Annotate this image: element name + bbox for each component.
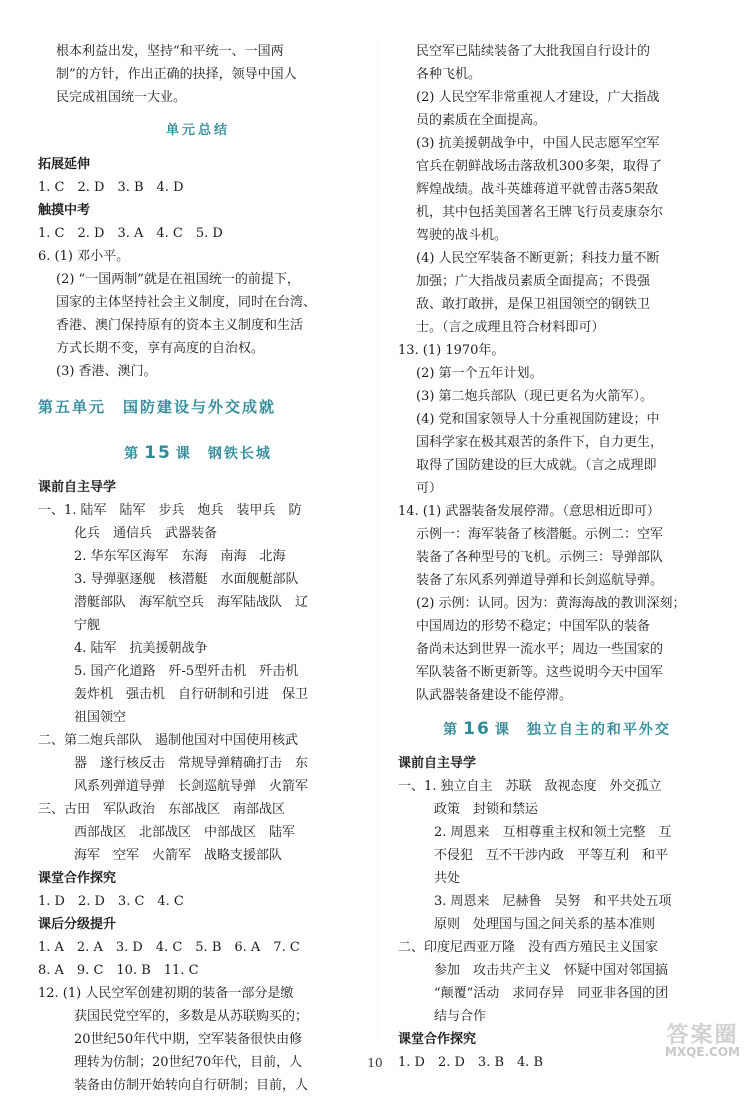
text-line: 获国民党空军的，多数是从苏联购买的； xyxy=(74,1009,309,1024)
text-line: 敌、敢打敢拼，是保卫祖国领空的钢铁卫 xyxy=(416,297,651,312)
text-line: 参加 攻击共产主义 怀疑中国对邻国搞 xyxy=(434,963,669,978)
column-divider xyxy=(377,40,378,1040)
text-line: 理转为仿制；20世纪70年代，目前，人 xyxy=(74,1055,303,1070)
lesson-number: 16 xyxy=(463,719,491,739)
subsection-heading: 课堂合作探究 xyxy=(398,1032,477,1047)
text-line: (3) 抗美援朝战争中，中国人民志愿军空军 xyxy=(416,136,660,151)
text-line: 3. 周恩来 尼赫鲁 吴努 和平共处五项 xyxy=(434,894,672,909)
text-line: (2) 第一个五年计划。 xyxy=(416,366,543,381)
subsection-heading: 课后分级提升 xyxy=(38,917,117,932)
text-line: 官兵在朝鲜战场击落敌机300多架，取得了 xyxy=(416,159,662,174)
text-line: 1. A 2. A 3. D 4. C 5. B 6. A 7. C xyxy=(38,940,300,955)
text-line: 化兵 通信兵 武器装备 xyxy=(74,526,218,541)
subsection-heading: 课前自主导学 xyxy=(38,480,117,495)
text-line: (2) 人民空军非常重视人才建设，广大指战 xyxy=(416,90,660,105)
text-line: (2) 示例：认同。因为：黄海海战的教训深刻； xyxy=(416,596,686,611)
section-heading: 单元总结 xyxy=(165,123,230,138)
text-line: 装备了东风系列弹道导弹和长剑巡航导弹。 xyxy=(416,573,664,588)
text-line: 员的素质在全面提高。 xyxy=(416,113,547,128)
lesson-prefix: 第 xyxy=(443,722,460,738)
text-line: 士。（言之成理且符合材料即可） xyxy=(416,320,605,335)
text-line: 驾驶的战斗机。 xyxy=(416,228,508,243)
text-line: 二、印度尼西亚万隆 没有西方殖民主义国家 xyxy=(398,940,659,955)
text-line: 潜艇部队 海军航空兵 海军陆战队 辽 xyxy=(74,595,309,610)
text-line: 2. 周恩来 互相尊重主权和领土完整 互 xyxy=(434,825,672,840)
text-line: 原则 处理国与国之间关系的基本准则 xyxy=(434,917,656,932)
text-line: 8. A 9. C 10. B 11. C xyxy=(38,963,199,978)
text-line: 祖国领空 xyxy=(74,710,127,725)
text-line: “颠覆”活动 求同存异 同亚非各国的团 xyxy=(434,986,669,1001)
text-line: 1. C 2. D 3. A 4. C 5. D xyxy=(38,226,223,241)
text-line: 14. (1) 武器装备发展停滞。（意思相近即可） xyxy=(398,504,660,519)
lesson-title xyxy=(398,707,716,752)
text-line: 12. (1) 人民空军创建初期的装备一部分是缴 xyxy=(38,986,294,1001)
text-line: 2. 华东军区海军 东海 南海 北海 xyxy=(74,549,286,564)
watermark-url: MXQE.COM xyxy=(664,1045,740,1059)
lesson-name: 课 独立自主的和平外交 xyxy=(494,722,671,738)
text-line: 1. D 2. D 3. B 4. B xyxy=(398,1055,544,1070)
text-line: 各种飞机。 xyxy=(416,67,482,82)
text-line: (4) 人民空军装备不断更新；科技力量不断 xyxy=(416,251,660,266)
text-line: 民完成祖国统一大业。 xyxy=(56,90,187,105)
text-line: 国科学家在极其艰苦的条件下，自力更生， xyxy=(416,435,664,450)
left-column xyxy=(38,40,358,1097)
text-line: 宁舰 xyxy=(74,618,101,633)
text-line: 不侵犯 互不干涉内政 平等互利 和平 xyxy=(434,848,669,863)
text-line: 机，其中包括美国著名王牌飞行员麦康奈尔 xyxy=(416,205,664,220)
watermark-logo xyxy=(664,1023,740,1060)
text-line: 根本利益出发，坚持“和平统一、一国两 xyxy=(56,44,284,59)
text-line: 5. 国产化道路 歼-5型歼击机 歼击机 xyxy=(74,664,299,679)
text-line: (2) “一国两制”就是在祖国统一的前提下， xyxy=(56,272,300,287)
text-line: 西部战区 北部战区 中部战区 陆军 xyxy=(74,825,296,840)
lesson-prefix: 第 xyxy=(124,446,141,462)
text-line: 4. 陆军 抗美援朝战争 xyxy=(74,641,208,656)
text-line: 方式长期不变，享有高度的自治权。 xyxy=(56,341,265,356)
text-line: 军队装备不断更新等。这些说明今天中国军 xyxy=(416,665,664,680)
text-line: 20世纪50年代中期，空军装备很快由修 xyxy=(74,1032,303,1047)
text-line: (4) 党和国家领导人十分重视国防建设；中 xyxy=(416,412,660,427)
text-line: 一、1. 陆军 陆军 步兵 炮兵 装甲兵 防 xyxy=(38,503,302,518)
text-line: 轰炸机 强击机 自行研制和引进 保卫 xyxy=(74,687,309,702)
text-line: 示例一：海军装备了核潜艇。示例二：空军 xyxy=(416,527,664,542)
text-line: 政策 封锁和禁运 xyxy=(434,802,539,817)
text-line: 装备了各种型号的飞机。示例三：导弹部队 xyxy=(416,550,664,565)
text-line: (3) 香港、澳门。 xyxy=(56,364,157,379)
subsection-heading: 课前自主导学 xyxy=(398,756,477,771)
text-line: 1. D 2. D 3. C 4. C xyxy=(38,894,184,909)
text-line: 器 遂行核反击 常规导弹精确打击 东 xyxy=(74,756,309,771)
text-line: 1. C 2. D 3. B 4. D xyxy=(38,180,184,195)
text-line: 备尚未达到世界一流水平；周边一些国家的 xyxy=(416,642,664,657)
text-line: 二、第二炮兵部队 遏制他国对中国使用核武 xyxy=(38,733,299,748)
text-line: 取得了国防建设的巨大成就。（言之成理即 xyxy=(416,458,657,473)
subsection-heading: 课堂合作探究 xyxy=(38,871,117,886)
text-line: 装备由仿制开始转向自行研制；目前，人 xyxy=(74,1078,309,1093)
subsection-heading: 触摸中考 xyxy=(38,203,91,218)
text-line: 海军 空军 火箭军 战略支援部队 xyxy=(74,848,283,863)
text-line: 国家的主体坚持社会主义制度，同时在台湾、 xyxy=(56,295,317,310)
page-number: 10 xyxy=(367,1056,383,1070)
text-line: (3) 第二炮兵部队（现已更名为火箭军）。 xyxy=(416,389,654,404)
text-line: 民空军已陆续装备了大批我国自行设计的 xyxy=(416,44,651,59)
text-line: 6. (1) 邓小平。 xyxy=(38,249,130,264)
text-line: 制”的方针，作出正确的抉择，领导中国人 xyxy=(56,67,297,82)
text-line: 香港、澳门保持原有的资本主义制度和生活 xyxy=(56,318,304,333)
text-line: 结与合作 xyxy=(434,1009,487,1024)
right-column xyxy=(398,40,716,1074)
subsection-heading: 拓展延伸 xyxy=(38,157,91,172)
text-line: 可） xyxy=(416,481,443,496)
unit-heading: 第五单元 国防建设与外交成就 xyxy=(38,398,277,416)
lesson-title xyxy=(38,431,358,476)
watermark-title: 答案圈 xyxy=(666,1023,739,1048)
text-line: 队武器装备建设不能停滞。 xyxy=(416,688,573,703)
text-line: 13. (1) 1970年。 xyxy=(398,343,505,358)
text-line: 共处 xyxy=(434,871,461,886)
lesson-name: 课 钢铁长城 xyxy=(175,446,272,462)
lesson-number: 15 xyxy=(144,443,172,463)
text-line: 加强；广大指战员素质全面提高；不畏强 xyxy=(416,274,651,289)
text-line: 一、1. 独立自主 苏联 敌视态度 外交孤立 xyxy=(398,779,662,794)
text-line: 辉煌战绩。战斗英雄蒋道平就曾击落5架敌 xyxy=(416,182,659,197)
text-line: 风系列弹道导弹 长剑巡航导弹 火箭军 xyxy=(74,779,309,794)
text-line: 三、古田 军队政治 东部战区 南部战区 xyxy=(38,802,286,817)
text-line: 中国周边的形势不稳定；中国军队的装备 xyxy=(416,619,651,634)
text-line: 3. 导弹驱逐舰 核潜艇 水面舰艇部队 xyxy=(74,572,299,587)
